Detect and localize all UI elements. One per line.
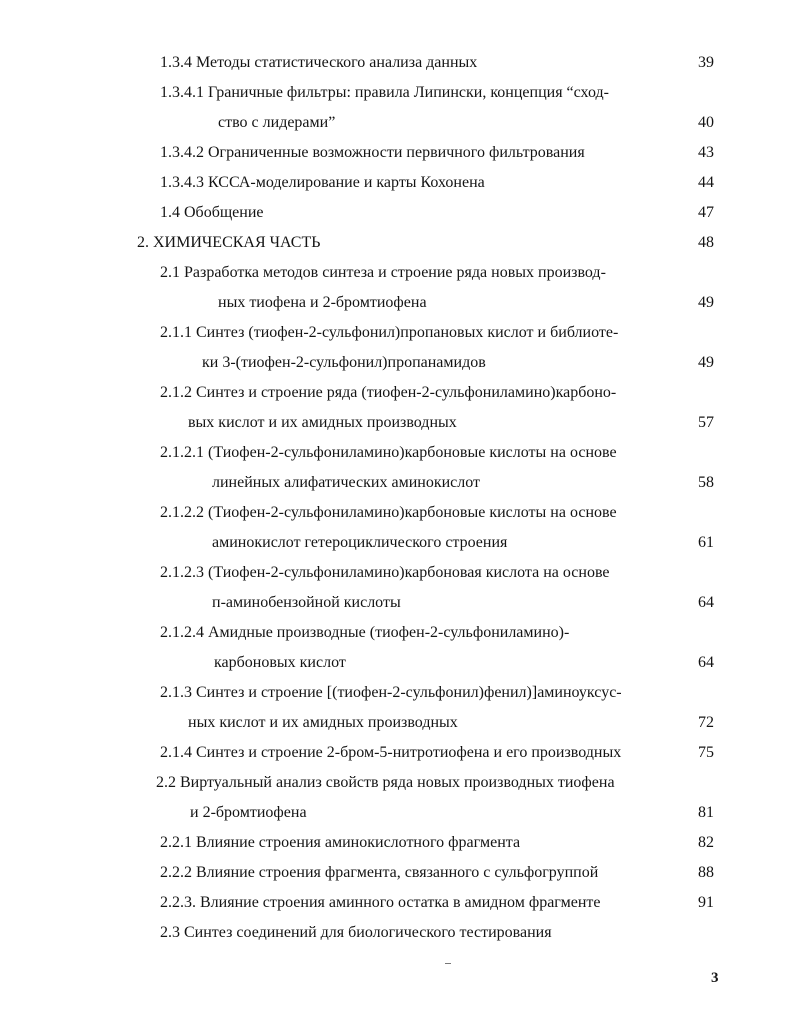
page-number: 3 bbox=[711, 970, 719, 986]
toc-entry-page: 64 bbox=[698, 594, 714, 611]
toc-entry-text: 2.1.2.2 (Тиофен-2-сульфониламино)карбоновые кислоты на основе bbox=[160, 504, 617, 521]
toc-entry-text: ных тиофена и 2-бромтиофена bbox=[218, 294, 427, 311]
toc-entry-page: 82 bbox=[698, 834, 714, 851]
toc-entry-page: 49 bbox=[698, 354, 714, 371]
toc-entry-text: ство с лидерами” bbox=[218, 114, 336, 131]
toc-entry-text: 2.1.2 Синтез и строение ряда (тиофен-2-сульфониламино)карбоно- bbox=[160, 384, 617, 401]
toc-entry-text: 2. ХИМИЧЕСКАЯ ЧАСТЬ bbox=[137, 234, 321, 251]
toc-entry-text: 1.3.4.1 Граничные фильтры: правила Липински, концепция “сход- bbox=[160, 84, 609, 101]
toc-entry-text: 1.3.4.3 КССА-моделирование и карты Кохонена bbox=[160, 174, 485, 191]
toc-entry-page: 75 bbox=[698, 744, 714, 761]
toc-entry-text: 2.1 Разработка методов синтеза и строение ряда новых производ- bbox=[160, 264, 606, 281]
toc-entry-text: 2.2.1 Влияние строения аминокислотного фрагмента bbox=[160, 834, 521, 851]
scan-speck bbox=[445, 963, 451, 964]
toc-entry-page: 39 bbox=[698, 54, 714, 71]
toc-entry-text: 1.3.4.2 Ограниченные возможности первичного фильтрования bbox=[160, 144, 585, 161]
toc-entry-page: 88 bbox=[698, 864, 714, 881]
toc-entry-page: 48 bbox=[698, 234, 714, 251]
toc-entry-text: 2.2.3. Влияние строения аминного остатка в амидном фрагменте bbox=[160, 894, 601, 911]
toc-entry-text: 1.4 Обобщение bbox=[160, 204, 264, 221]
toc-entry-text: 2.3 Синтез соединений для биологического тестирования bbox=[160, 924, 552, 941]
toc-entry-page: 61 bbox=[698, 534, 714, 551]
toc-entry-page: 49 bbox=[698, 294, 714, 311]
toc-entry-page: 58 bbox=[698, 474, 714, 491]
toc-entry-text: 2.1.2.4 Амидные производные (тиофен-2-сульфониламино)- bbox=[160, 624, 570, 641]
toc-entry-text: и 2-бромтиофена bbox=[190, 804, 307, 821]
toc-entry-text: карбоновых кислот bbox=[214, 654, 346, 671]
toc-entry-page: 47 bbox=[698, 204, 714, 221]
toc-entry-page: 43 bbox=[698, 144, 714, 161]
toc-entry-page: 91 bbox=[698, 894, 714, 911]
toc-entry-page: 57 bbox=[698, 414, 714, 431]
toc-entry-page: 81 bbox=[698, 804, 714, 821]
toc-entry-text: аминокислот гетероциклического строения bbox=[212, 534, 508, 551]
toc-entry-text: 2.1.1 Синтез (тиофен-2-сульфонил)пропановых кислот и библиоте- bbox=[160, 324, 619, 341]
toc-entry-text: 1.3.4 Методы статистического анализа данных bbox=[160, 54, 478, 71]
toc-entry-text: 2.1.3 Синтез и строение [(тиофен-2-сульфонил)фенил)]аминоуксус- bbox=[160, 684, 622, 701]
toc-entry-page: 40 bbox=[698, 114, 714, 131]
toc-entry-text: ных кислот и их амидных производных bbox=[188, 714, 458, 731]
toc-entry-text: 2.1.2.1 (Тиофен-2-сульфониламино)карбоновые кислоты на основе bbox=[160, 444, 617, 461]
toc-entry-text: ки 3-(тиофен-2-сульфонил)пропанамидов bbox=[202, 354, 486, 371]
toc-entry-page: 64 bbox=[698, 654, 714, 671]
toc-entry-text: 2.1.4 Синтез и строение 2-бром-5-нитротиофена и его производных bbox=[160, 744, 622, 761]
toc-entry-text: линейных алифатических аминокислот bbox=[212, 474, 481, 491]
toc-entry-page: 44 bbox=[698, 174, 714, 191]
toc-entry-page: 72 bbox=[698, 714, 714, 731]
toc-entry-text: 2.2 Виртуальный анализ свойств ряда новых производных тиофена bbox=[156, 774, 615, 791]
toc-entry-text: вых кислот и их амидных производных bbox=[188, 414, 457, 431]
toc-entry-text: 2.2.2 Влияние строения фрагмента, связанного с сульфогруппой bbox=[160, 864, 599, 881]
toc-entry-text: п-аминобензойной кислоты bbox=[212, 594, 401, 611]
toc-entry-text: 2.1.2.3 (Тиофен-2-сульфониламино)карбоновая кислота на основе bbox=[160, 564, 610, 581]
